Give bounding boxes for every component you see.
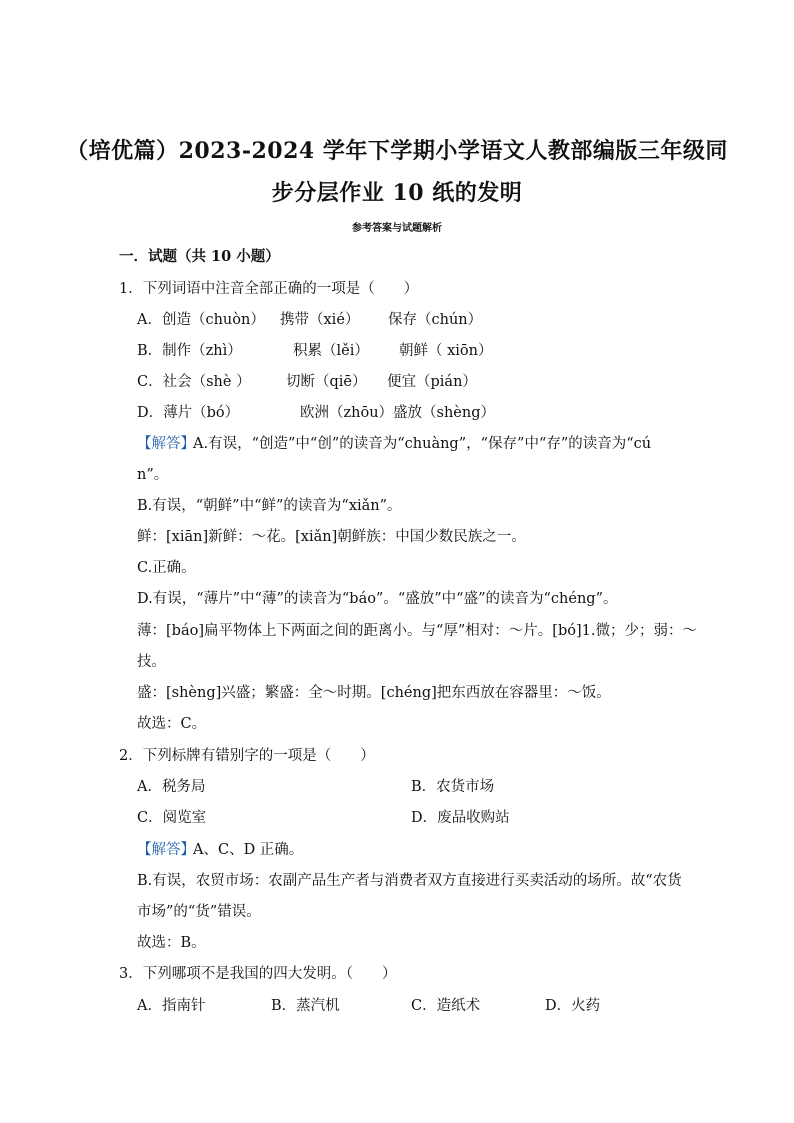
q3-stem: 3．下列哪项不是我国的四大发明。（ ） [119, 966, 397, 982]
section-heading: 一．试题（共 10 小题） [119, 248, 280, 265]
q2-option-c: C．阅览室 [137, 810, 207, 826]
q3-option-c: C．造纸术 [411, 998, 481, 1014]
q3-option-a: A．指南针 [137, 998, 206, 1014]
page-title-line2: 步分层作业 10 纸的发明 [271, 180, 523, 206]
page-subtitle: 参考答案与试题解析 [352, 223, 442, 234]
q2-option-d: D．废品收购站 [411, 810, 510, 826]
q2-option-b: B．农货市场 [411, 779, 495, 795]
q2-stem: 2．下列标牌有错别字的一项是（ ） [119, 748, 375, 764]
page-title-line1: （培优篇）2023-2024 学年下学期小学语文人教部编版三年级同 [66, 138, 728, 164]
q3-option-d: D．火药 [545, 998, 601, 1014]
q1-stem: 1．下列词语中注音全部正确的一项是（ ） [119, 281, 419, 297]
q2-option-a: A．税务局 [137, 779, 206, 795]
q3-option-b: B．蒸汽机 [271, 998, 340, 1014]
